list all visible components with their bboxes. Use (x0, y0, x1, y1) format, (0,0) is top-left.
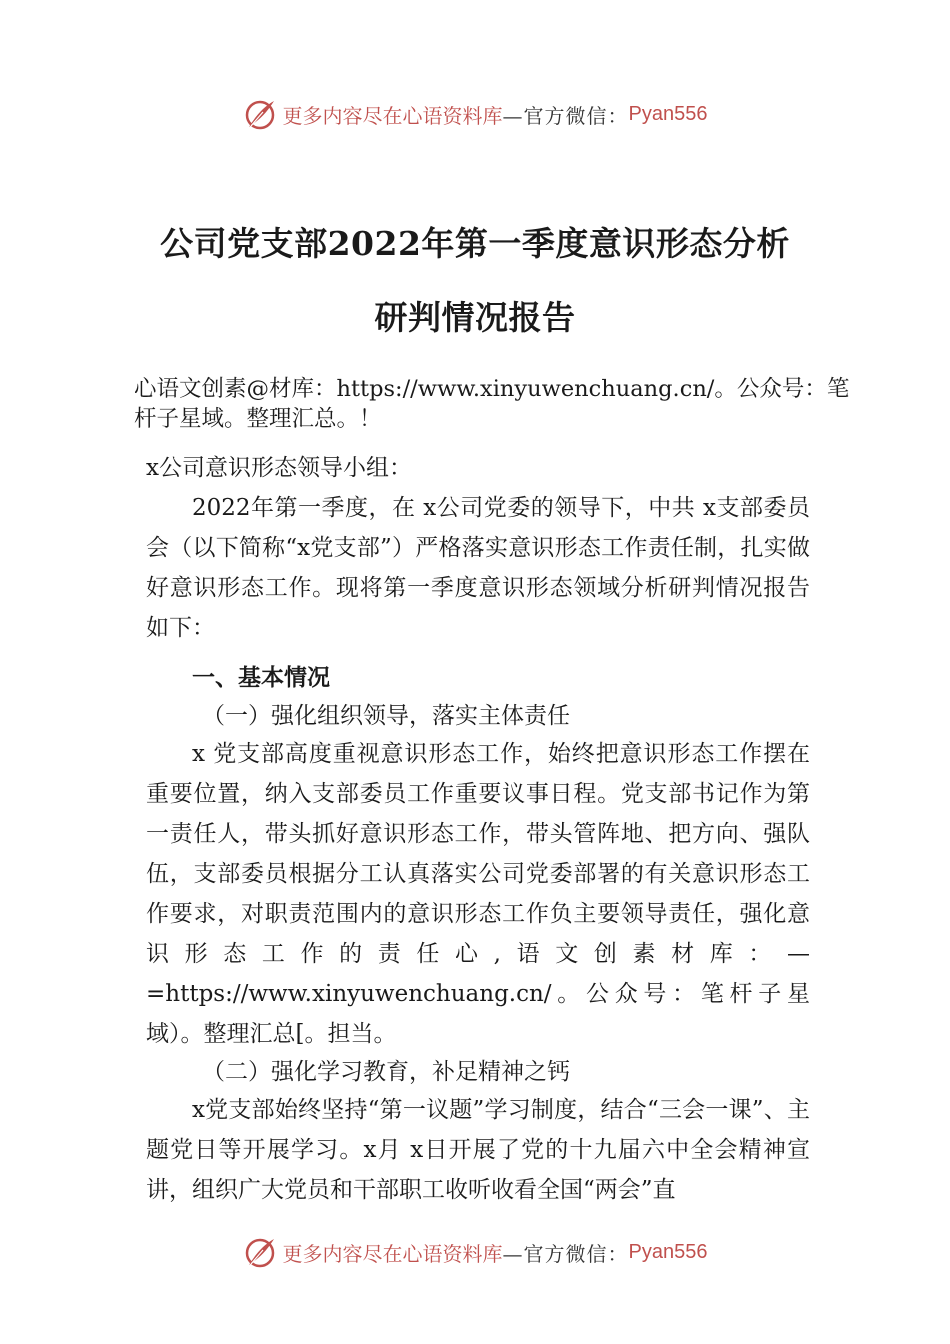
footer-watermark (0, 1232, 950, 1272)
watermark-separator: —官方微信： (502, 103, 629, 128)
watermark-separator: —官方微信： (502, 1241, 629, 1266)
subsection-paragraph-2: x党支部始终坚持“第一议题”学习制度，结合“三会一课”、主题党日等开展学习。x月 x日开展了党的十九届六中全会精神宣讲，组织广大党员和干部职工收听收看全国“两会”直 (146, 1097, 810, 1203)
salutation: x公司意识形态领导小组： (146, 455, 412, 481)
source-note: 心语文创素@材库：https://www.xinyuwenchuang.cn/。公众号：笔杆子星域。整理汇总。！ (134, 376, 850, 432)
watermark-text: 更多内容尽在心语资料库 (282, 103, 503, 128)
document-title-line1: 公司党支部2022年第一季度意识形态分析 (160, 224, 790, 263)
watermark-text: 更多内容尽在心语资料库 (282, 1241, 503, 1266)
document-title-line2: 研判情况报告 (374, 298, 576, 337)
watermark-wechat-id: Pyan556 (628, 1240, 708, 1263)
section-heading-basic: 一、基本情况 (192, 665, 330, 691)
watermark-wechat-id: Pyan556 (628, 102, 708, 125)
document-body (146, 448, 810, 1210)
intro-paragraph: 2022年第一季度，在 x公司党委的领导下，中共 x支部委员会（以下简称“x党支部”）严格落实意识形态工作责任制，扎实做好意识形态工作。现将第一季度意识形态领域分析研判情况报告如下： (146, 495, 810, 641)
quill-logo-icon (243, 97, 277, 131)
subsection-heading-1: （一）强化组织领导，落实主体责任 (202, 703, 570, 729)
quill-logo-icon (243, 1235, 277, 1269)
header-watermark (0, 94, 950, 134)
subsection-paragraph-1: x 党支部高度重视意识形态工作，始终把意识形态工作摆在重要位置，纳入支部委员工作重要议事日程。党支部书记作为第一责任人，带头抓好意识形态工作，带头管阵地、把方向、强队伍，支部委员根据分工认真落实公司党委部署的有关意识形态工作要求，对职责范围内的意识形态工作负主要领导责任，强化意识形态工作的责任心,语文创素材库：—=https://www.xinyuwenchuang.cn/。公众号：笔杆子星域）。整理汇总[。担当。 (146, 741, 810, 1047)
subsection-heading-2: （二）强化学习教育，补足精神之钙 (202, 1059, 570, 1085)
